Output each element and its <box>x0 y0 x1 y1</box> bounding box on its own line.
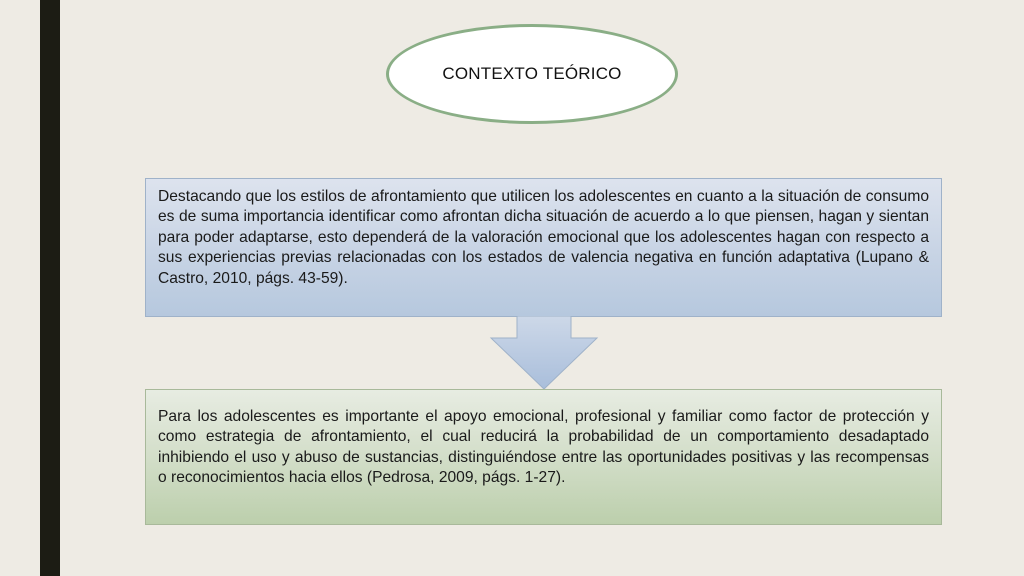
slide-title: CONTEXTO TEÓRICO <box>442 64 622 83</box>
left-accent-bar <box>40 0 60 576</box>
top-text-box: Destacando que los estilos de afrontamiento que utilicen los adolescentes en cuanto a la situación de consumo es de suma importancia identificar como afrontan dicha situación de acuerdo a lo que piensen, hagan y sientan para poder adaptarse, esto dependerá de la valoración emocional que los adolescentes hagan con respecto a sus experiencias previas relacionadas con los estados de valencia negativa en función adaptativa (Lupano & Castro, 2010, págs. 43-59). <box>145 178 942 317</box>
bottom-text-box: Para los adolescentes es importante el apoyo emocional, profesional y familiar como factor de protección y como estrategia de afrontamiento, el cual reducirá la probabilidad de un comportamiento desadaptado inhibiendo el uso y abuso de sustancias, distinguiéndose entre las oportunidades positivas y las recompensas o reconocimientos hacia ellos (Pedrosa, 2009, págs. 1-27). <box>145 389 942 525</box>
title-oval <box>386 24 678 124</box>
down-arrow-icon <box>489 316 599 391</box>
